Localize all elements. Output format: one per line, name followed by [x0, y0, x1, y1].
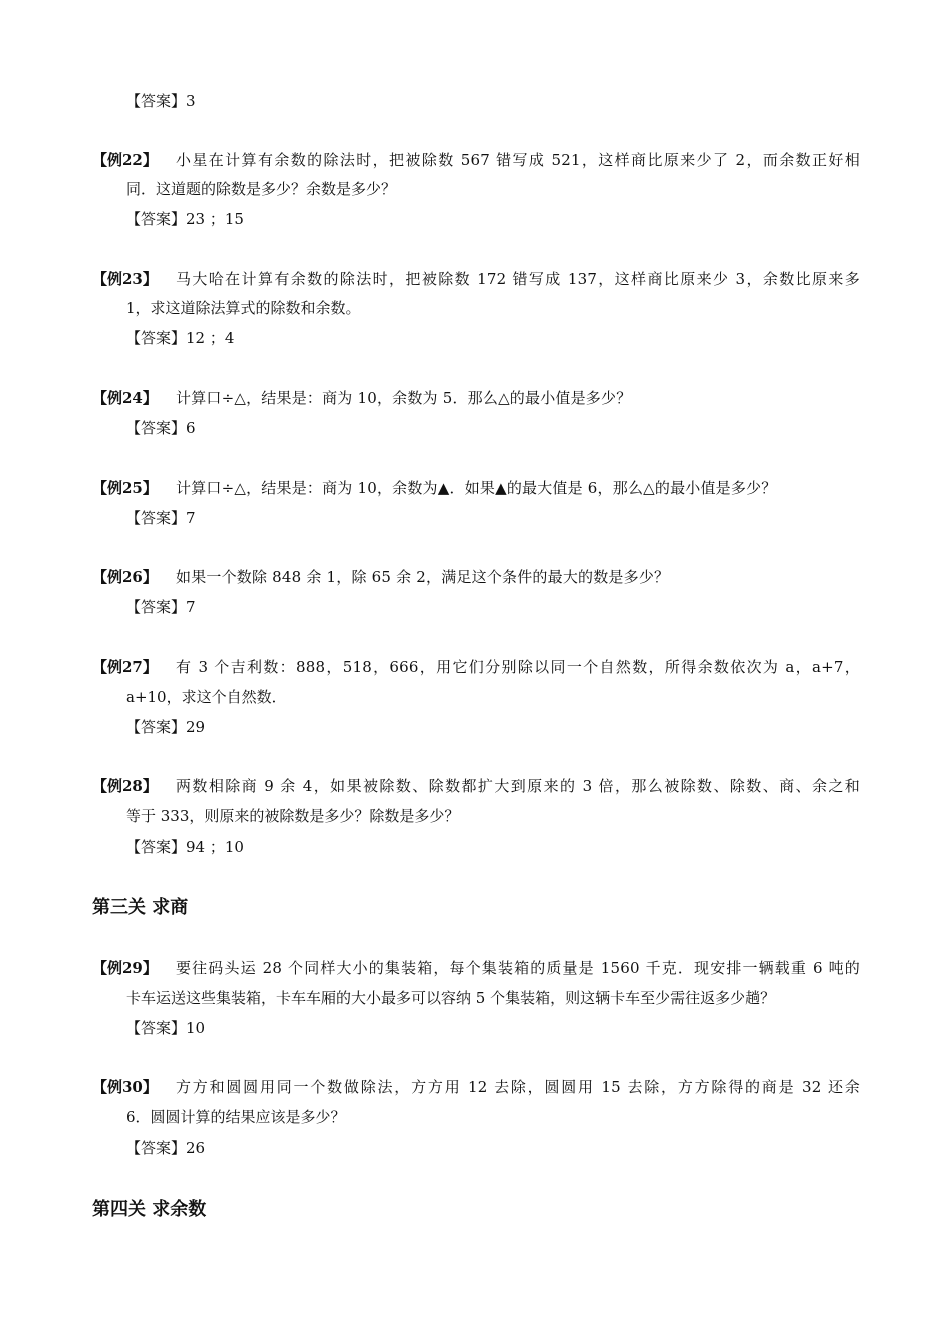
problem-label: 【例28】 — [92, 777, 158, 795]
problem-text-line-1: 有 3 个吉利数：888，518，666，用它们分别除以同一个自然数，所得余数依次为 a，a+7， — [176, 658, 860, 676]
problem-answer: 【答案】7 — [126, 509, 196, 527]
problem-label: 【例27】 — [92, 658, 158, 676]
problem-label: 【例25】 — [92, 479, 158, 497]
problem-label: 【例22】 — [92, 151, 158, 169]
problem-text-line-2: a+10，求这个自然数． — [126, 688, 287, 706]
problem-text-line-1: 马大哈在计算有余数的除法时，把被除数 172 错写成 137，这样商比原来少 3，余数比原来多 — [176, 270, 860, 288]
problem-text-line-1: 小星在计算有余数的除法时，把被除数 567 错写成 521，这样商比原来少了 2，而余数正好相 — [176, 151, 860, 169]
problem-answer: 【答案】7 — [126, 598, 196, 616]
problem-text-line-1: 要往码头运 28 个同样大小的集装箱，每个集装箱的质量是 1560 千克．现安排一辆载重 6 吨的 — [176, 959, 860, 977]
problem-answer: 【答案】10 — [126, 1019, 206, 1037]
problem-text-line-1: 方方和圆圆用同一个数做除法，方方用 12 去除，圆圆用 15 去除，方方除得的商是 32 还余 — [176, 1078, 860, 1096]
problem-answer: 【答案】12 ；4 — [126, 329, 235, 347]
problem-label: 【例23】 — [92, 270, 158, 288]
answer-previous: 【答案】3 — [126, 92, 196, 110]
problem-answer: 【答案】94 ；10 — [126, 838, 244, 856]
problem-answer: 【答案】29 — [126, 718, 206, 736]
problem-text-line-2: 等于 333，则原来的被除数是多少？除数是多少？ — [126, 807, 460, 825]
problem-text-line-2: 同．这道题的除数是多少？余数是多少？ — [126, 180, 397, 198]
problem-text-line-1: 计算口÷△，结果是：商为 10，余数为▲．如果▲的最大值是 6，那么△的最小值是多少？ — [176, 479, 777, 497]
problem-text-line-1: 两数相除商 9 余 4，如果被除数、除数都扩大到原来的 3 倍，那么被除数、除数、商、余之和 — [176, 777, 860, 795]
problem-label: 【例30】 — [92, 1078, 158, 1096]
problem-text-line-1: 计算口÷△，结果是：商为 10，余数为 5．那么△的最小值是多少？ — [176, 389, 632, 407]
problem-label: 【例26】 — [92, 568, 158, 586]
problem-label: 【例24】 — [92, 389, 158, 407]
problem-text-line-2: 6．圆圆计算的结果应该是多少？ — [126, 1108, 346, 1126]
section-title-4: 第四关 求余数 — [92, 1199, 207, 1220]
problem-text-line-2: 1，求这道除法算式的除数和余数。 — [126, 299, 361, 317]
problem-label: 【例29】 — [92, 959, 158, 977]
problem-text-line-2: 卡车运送这些集装箱，卡车车厢的大小最多可以容纳 5 个集装箱，则这辆卡车至少需往返多少趟？ — [126, 989, 776, 1007]
problem-answer: 【答案】26 — [126, 1139, 206, 1157]
section-title-3: 第三关 求商 — [92, 897, 189, 918]
problem-answer: 【答案】6 — [126, 419, 196, 437]
problem-text-line-1: 如果一个数除 848 余 1，除 65 余 2，满足这个条件的最大的数是多少？ — [176, 568, 670, 586]
problem-answer: 【答案】23 ；15 — [126, 210, 244, 228]
